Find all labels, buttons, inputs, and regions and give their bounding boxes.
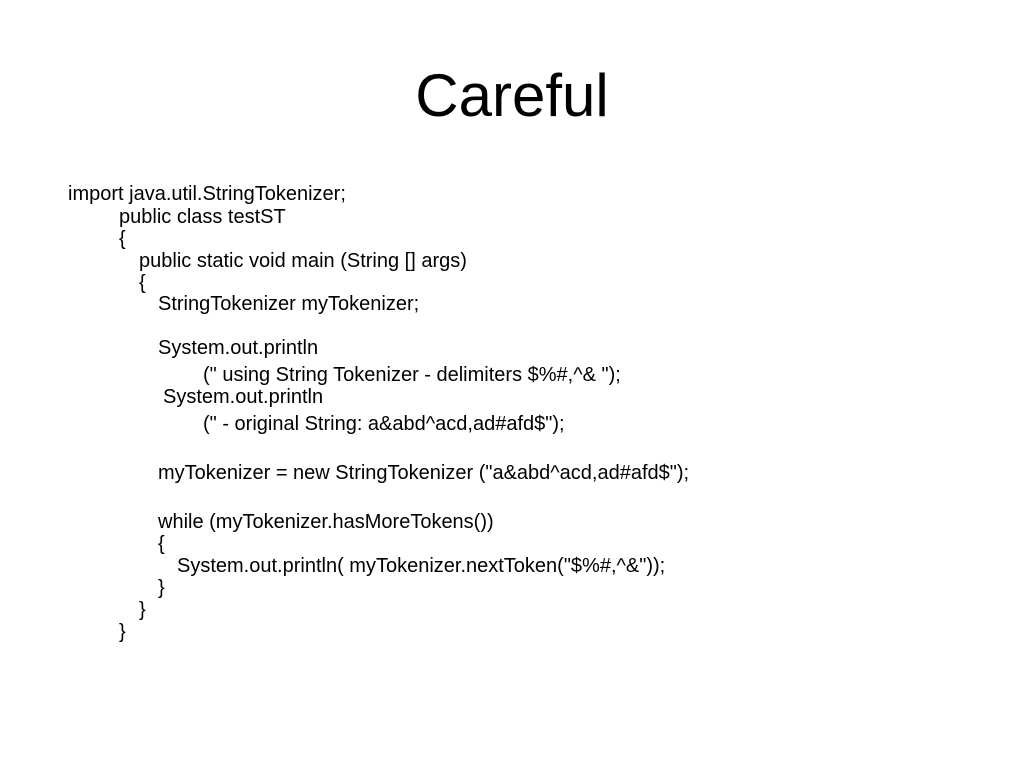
code-line: public static void main (String [] args) xyxy=(139,250,467,272)
code-line: import java.util.StringTokenizer; xyxy=(68,183,346,205)
code-line: (" - original String: a&abd^acd,ad#afd$"); xyxy=(203,413,565,435)
code-line: System.out.println xyxy=(158,337,319,359)
code-line: myTokenizer = new StringTokenizer ("a&abd^acd,ad#afd$"); xyxy=(158,462,690,484)
code-line: (" using String Tokenizer - delimiters $%#,^& "); xyxy=(203,364,621,386)
code-line: public class testST xyxy=(119,206,286,228)
code-line: } xyxy=(119,621,126,643)
code-line: StringTokenizer myTokenizer; xyxy=(158,293,420,315)
code-line: System.out.println xyxy=(163,386,324,408)
code-line: } xyxy=(158,577,165,599)
code-line: { xyxy=(139,272,146,294)
code-line: while (myTokenizer.hasMoreTokens()) xyxy=(158,511,494,533)
slide-title: Careful xyxy=(415,62,609,129)
code-line: { xyxy=(119,228,126,250)
code-line: System.out.println( myTokenizer.nextToken("$%#,^&")); xyxy=(177,555,666,577)
code-line: } xyxy=(139,599,146,621)
code-line: { xyxy=(158,533,165,555)
